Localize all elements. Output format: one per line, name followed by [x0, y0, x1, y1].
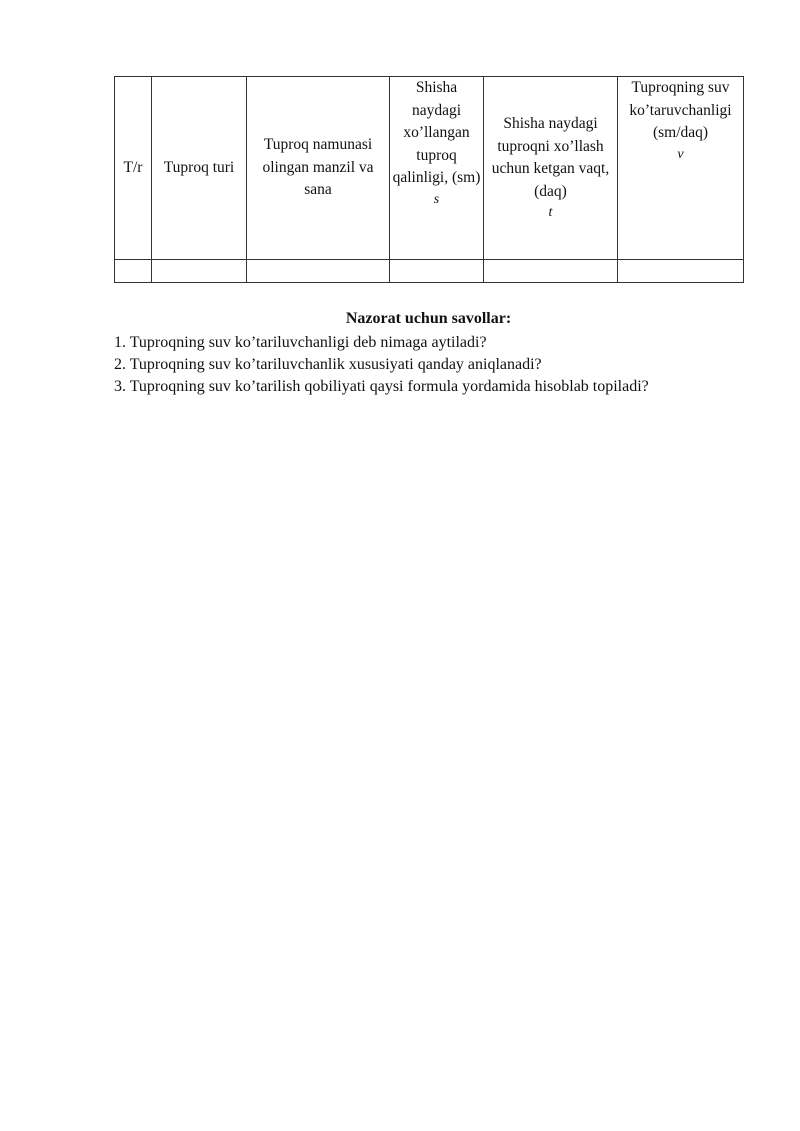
- header-label: Tuproqning suv ko’taruvchanligi (sm/daq): [629, 79, 732, 141]
- questions-heading: Nazorat uchun savollar:: [345, 310, 512, 327]
- table-row: [115, 260, 744, 283]
- header-row-number: [115, 77, 152, 260]
- table-cell[interactable]: [152, 260, 247, 283]
- header-label: Shisha naydagi xo’llangan tuproq qalinligi, (sm): [392, 79, 481, 186]
- header-variable: t: [548, 205, 553, 220]
- question-item: 1. Tuproqning suv ko’tariluvchanligi deb nimaga aytiladi?: [114, 334, 487, 351]
- table-cell[interactable]: [618, 260, 744, 283]
- table-header-row: [115, 77, 744, 260]
- table-cell[interactable]: [247, 260, 390, 283]
- header-capillary-rise: [618, 77, 744, 260]
- header-soil-type: [152, 77, 247, 260]
- header-wetted-soil-thickness: [390, 77, 484, 260]
- control-questions: [114, 306, 743, 398]
- header-label: Shisha naydagi tuproqni xo’llash uchun ketgan vaqt, (daq): [491, 115, 610, 200]
- table-cell[interactable]: [484, 260, 618, 283]
- header-label: Tuproq namunasi olingan manzil va sana: [262, 136, 374, 199]
- header-wetting-time: [484, 77, 618, 260]
- header-variable: s: [433, 191, 440, 207]
- header-sample-location-date: [247, 77, 390, 260]
- header-label: T/r: [123, 158, 143, 176]
- question-item: 2. Tuproqning suv ko’tariluvchanlik xususiyati qanday aniqlanadi?: [114, 356, 542, 373]
- table-cell[interactable]: [390, 260, 484, 283]
- measurement-table: [114, 76, 744, 283]
- table-cell[interactable]: [115, 260, 152, 283]
- header-variable: v: [677, 146, 684, 162]
- question-item: 3. Tuproqning suv ko’tarilish qobiliyati qaysi formula yordamida hisoblab topiladi?: [114, 378, 649, 395]
- header-label: Tuproq turi: [163, 158, 235, 176]
